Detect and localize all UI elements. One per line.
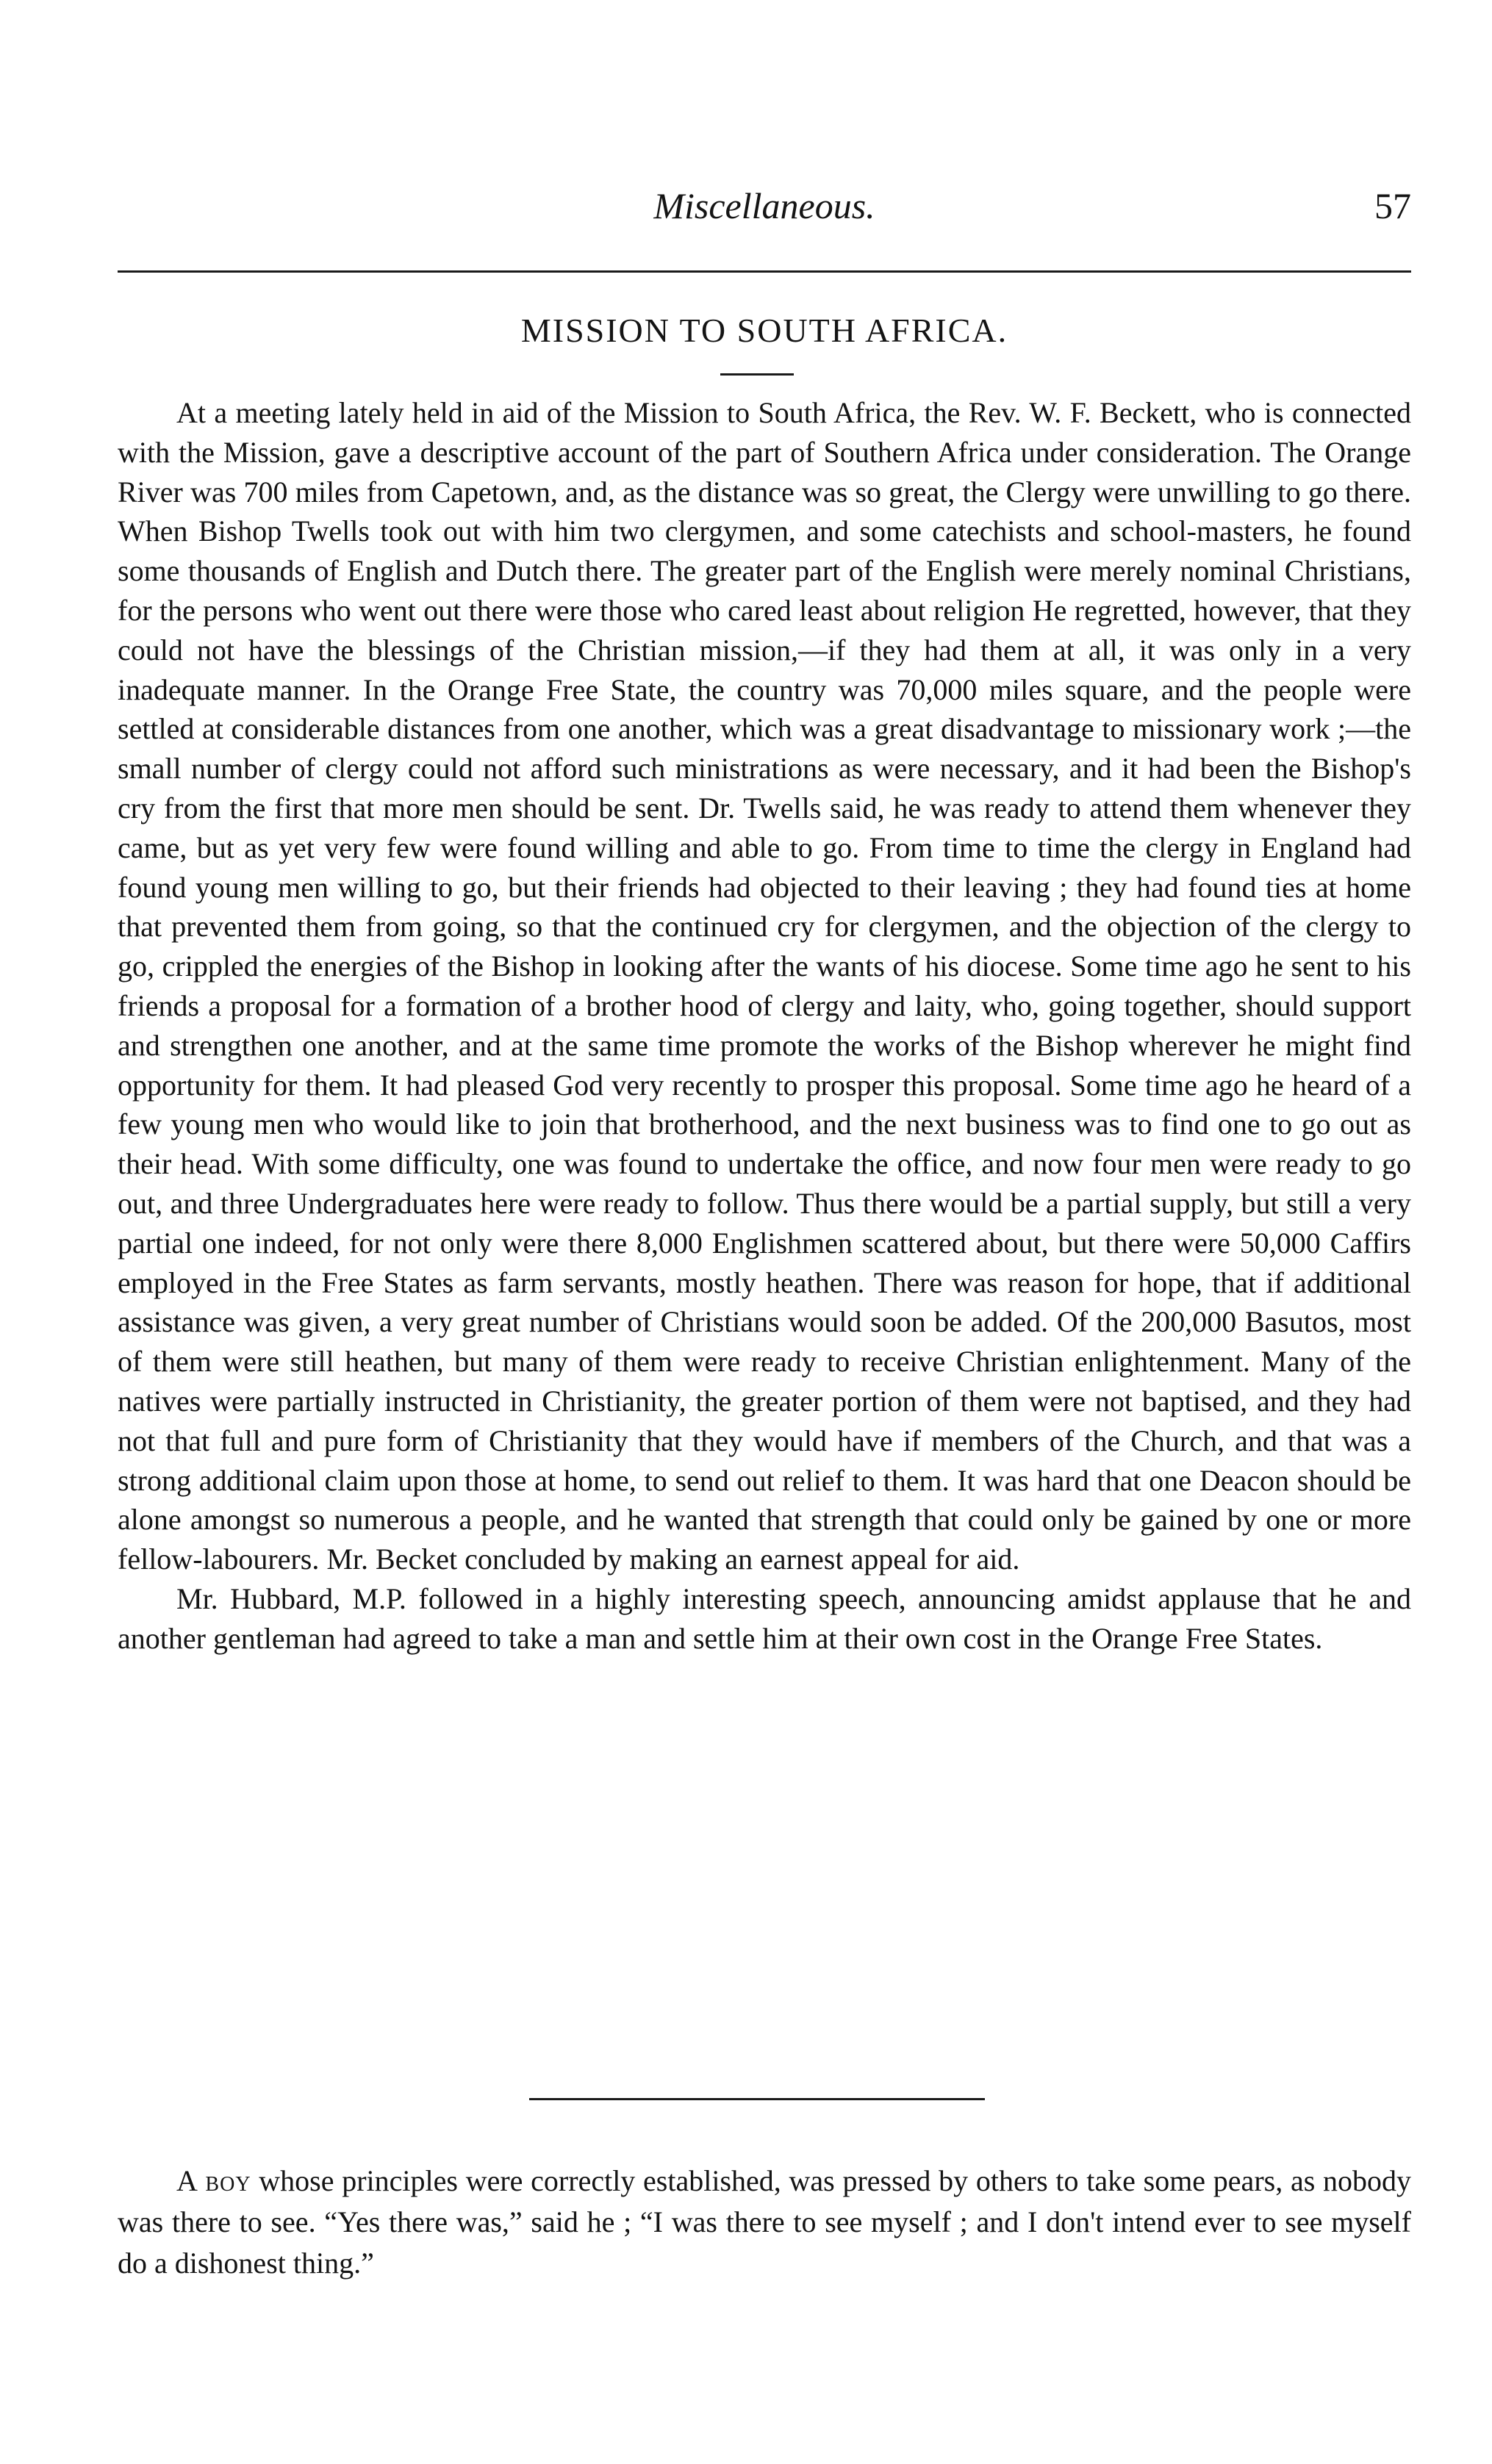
anecdote-text: whose principles were correctly established, was pressed by others to take some pears, as nobody was there to see. “Yes there was,” said he ; “I was there to see myself ; and I don't intend ever to see myself do a dishonest thing.” xyxy=(118,2164,1412,2280)
section-separator-rule xyxy=(529,2098,985,2100)
running-title: Miscellaneous. xyxy=(653,185,875,226)
page-header xyxy=(118,180,1411,231)
article-title: MISSION TO SOUTH AFRICA. xyxy=(520,312,1008,349)
article-body xyxy=(118,393,1411,1659)
anecdote-paragraph xyxy=(118,2161,1411,2284)
anecdote-lead: A boy xyxy=(176,2164,251,2197)
article-paragraph-2: Mr. Hubbard, M.P. followed in a highly interesting speech, announcing amidst applause that he and another gentleman had agreed to take a man and settle him at their own cost in the Orange Free States. xyxy=(118,1581,1411,1655)
article-paragraph-1: At a meeting lately held in aid of the Mission to South Africa, the Rev. W. F. Beckett, who is connected with the Mission, gave a descriptive account of the part of Southern Africa under consideration. The Orange River was 700 miles from Capetown, and, as the distance was so great, the Clergy were unwilling to go there. When Bishop Twells took out with him two clergymen, and some catechists and school-masters, he found some thousands of English and Dutch there. The greater part of the English were merely nominal Christians, for the persons who went out there were those who cared least about religion He regretted, however, that they could not have the blessings of the Christian mission,—if they had them at all, it was only in a very inadequate manner. In the Orange Free State, the country was 70,000 miles square, and the people were settled at considerable distances from one another, which was a great disadvantage to missionary work ;—the small number of clergy could not afford such ministrations as were necessary, and it had been the Bishop's cry from the first that more men should be sent. Dr. Twells said, he was ready to attend them whenever they came, but as yet very few were found willing and able to go. From time to time the clergy in England had found young men willing to go, but their friends had objected to their leaving ; they had found ties at home that prevented them from going, so that the continued cry for clergymen, and the objection of the clergy to go, crippled the energies of the Bishop in looking after the wants of his diocese. Some time ago he sent to his friends a proposal for a formation of a brother hood of clergy and laity, who, going together, should support and strengthen one another, and at the same time promote the works of the Bishop wherever he might find opportunity for them. It had pleased God very recently to prosper this proposal. Some time ago he heard of a few young men who would like to join that brotherhood, and the next business was to find one to go out as their head. With some difficulty, one was found to undertake the office, and now four men were ready to go out, and three Undergraduates here were ready to follow. Thus there would be a partial supply, but still a very partial one indeed, for not only were there 8,000 Englishmen scattered about, but there were 50,000 Caffirs employed in the Free States as farm servants, mostly heathen. There was reason for hope, that if additional assistance was given, a very great number of Christians would soon be added. Of the 200,000 Basutos, most of them were still heathen, but many of them were ready to receive Christian enlightenment. Many of the natives were partially instructed in Christianity, the greater portion of them were not baptised, and they had not that full and pure form of Christianity that they would have if members of the Church, and that was a strong additional claim upon those at home, to send out relief to them. It was hard that one Deacon should be alone amongst so numerous a people, and he wanted that strength that could only be gained by one or more fellow-labourers. Mr. Becket concluded by making an earnest appeal for aid. xyxy=(118,396,1411,1576)
header-rule xyxy=(118,270,1411,273)
anecdote xyxy=(118,2161,1411,2284)
page-number: 57 xyxy=(1374,185,1411,226)
title-underline-rule xyxy=(720,373,794,376)
